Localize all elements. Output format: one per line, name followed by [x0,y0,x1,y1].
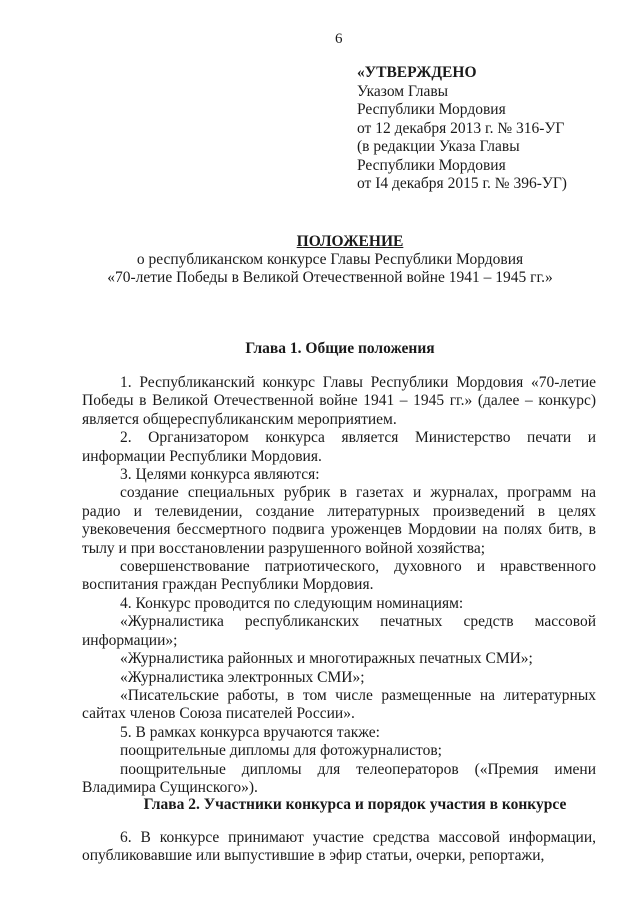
paragraph: создание специальных рубрик в газетах и журналах, программ на радио и телевидении, создание литературных произведений в целях увековечения бессмертного подвига уроженцев Мордовии на полях битв, в тылу и при восстановлении разрушенного войной хозяйства; [82,484,596,557]
paragraph: поощрительные дипломы для телеоператоров («Премия имени Владимира Сущинского»). [82,760,596,796]
paragraph: поощрительные дипломы для фотожурналистов; [120,742,442,760]
approval-line: Республики Мордовия [357,156,506,174]
paragraph: 1. Республиканский конкурс Главы Республики Мордовия «70-летие Победы в Великой Отечественной войне 1941 – 1945 гг.» (далее – конкурс) является общереспубликанским мероприятием. [82,374,596,428]
document-subtitle-line: о республиканском конкурсе Главы Республики Мордовия [136,251,524,268]
paragraph: 3. Целями конкурса являются: [120,466,320,484]
paragraph: «Журналистика республиканских печатных средств массовой информации»; [82,613,596,649]
paragraph: 2. Организатором конкурса является Министерство печати и информации Республики Мордовия. [82,429,596,465]
chapter-1-heading: Глава 1. Общие положения [245,340,435,357]
paragraph: «Писательские работы, в том числе размещенные на литературных сайтах членов Союза писателей России». [82,686,596,723]
document-subtitle-line: «70-летие Победы в Великой Отечественной войне 1941 – 1945 гг.» [107,269,553,286]
chapter-2-heading: Глава 2. Участники конкурса и порядок участия в конкурсе [143,796,567,813]
approval-line: от 12 декабря 2013 г. № 316-УГ [357,119,565,137]
paragraph: «Журналистика электронных СМИ»; [120,668,365,686]
approval-heading: «УТВЕРЖДЕНО [357,64,477,81]
approval-line: Указом Главы [357,82,449,100]
paragraph: 5. В рамках конкурса вручаются также: [120,723,380,741]
page-number: 6 [335,31,343,47]
paragraph: 4. Конкурс проводится по следующим номинациям: [120,594,464,612]
chapter-2-body [82,829,596,866]
paragraph: 6. В конкурсе принимают участие средства массовой информации, опубликовавшие или выпустившие в эфир статьи, очерки, репортажи, [82,829,596,865]
approval-stamp-block [357,64,567,194]
chapter-1-body [82,374,596,797]
approval-line: от I4 декабря 2015 г. № 396-УГ) [357,175,567,192]
paragraph: «Журналистика районных и многотиражных печатных СМИ»; [120,650,533,668]
document-title: ПОЛОЖЕНИЕ [296,233,404,250]
document-title-block [0,233,640,287]
paragraph: совершенствование патриотического, духовного и нравственного воспитания граждан Республики Мордовия. [82,558,596,594]
approval-line: (в редакции Указа Главы [357,138,520,155]
approval-line: Республики Мордовия [357,101,506,118]
